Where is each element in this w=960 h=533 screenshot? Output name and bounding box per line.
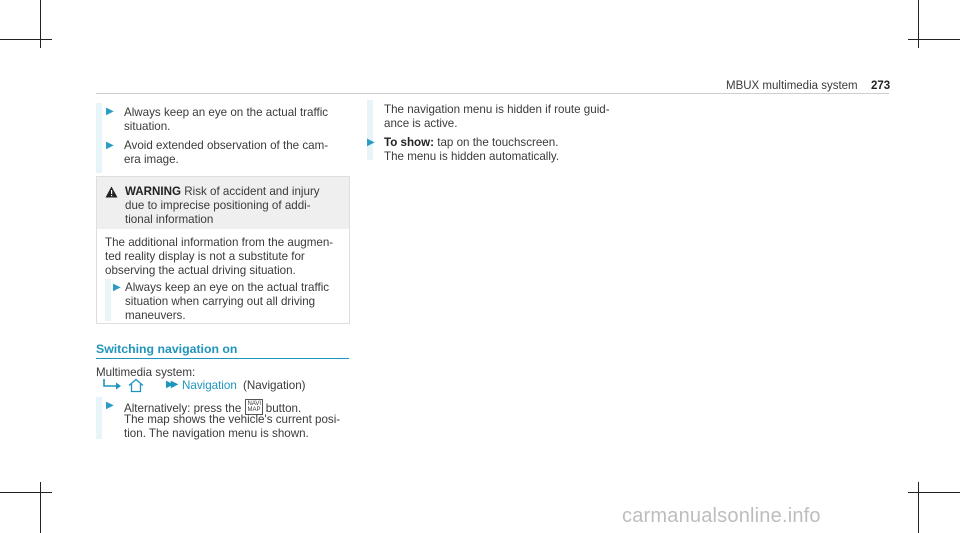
accent-bar — [96, 397, 102, 439]
home-icon — [128, 378, 144, 393]
chevron-double-icon: ▶▶ — [166, 379, 176, 390]
bullet-icon: ▶ — [106, 140, 114, 151]
path-arrow-icon — [102, 378, 122, 392]
warning-bullet-text: Always keep an eye on the actual traffic — [125, 281, 330, 294]
warning-panel — [96, 176, 350, 324]
crop-mark — [40, 0, 41, 48]
crop-mark — [918, 482, 919, 533]
crop-mark — [0, 492, 52, 493]
warning-body: ted reality display is not a substitute for — [105, 250, 305, 263]
crop-mark — [918, 0, 919, 48]
accent-bar — [367, 100, 373, 160]
crop-mark — [0, 39, 52, 40]
warning-title — [125, 185, 320, 199]
bullet-text: era image. — [124, 153, 179, 166]
warning-title-text: due to imprecise positioning of addi- — [125, 199, 311, 212]
bullet-icon: ▶ — [106, 400, 114, 411]
step-text: The menu is hidden automatically. — [384, 150, 560, 163]
warning-body: The additional information from the augmen- — [105, 236, 334, 249]
bullet-icon: ▶ — [367, 137, 375, 148]
bullet-icon: ▶ — [113, 282, 121, 293]
warning-label: WARNING — [125, 185, 182, 198]
step-text-body: tap on the touchscreen. — [437, 136, 559, 149]
step-text-post: button. — [265, 402, 302, 415]
note-text: The navigation menu is hidden if route guid- — [384, 103, 610, 116]
section-heading: Switching navigation on — [96, 342, 238, 356]
page-number: 273 — [871, 80, 891, 92]
warning-title-text: Risk of accident and injury — [184, 185, 320, 198]
accent-bar — [105, 279, 111, 321]
bullet-text: Avoid extended observation of the cam- — [124, 139, 329, 152]
step-text: The map shows the vehicle's current posi- — [124, 413, 341, 426]
bullet-text: situation. — [124, 120, 171, 133]
note-text: ance is active. — [384, 117, 458, 130]
header-rule — [96, 93, 889, 94]
warning-body: observing the actual driving situation. — [105, 264, 296, 277]
step-label: To show: — [384, 136, 435, 149]
warning-title-text: tional information — [125, 213, 214, 226]
path-suffix: (Navigation) — [243, 379, 306, 392]
warning-bullet-text: situation when carrying out all driving — [125, 295, 316, 308]
crop-mark — [908, 492, 960, 493]
accent-bar — [96, 103, 102, 173]
crop-mark — [40, 482, 41, 533]
warning-icon — [105, 186, 118, 198]
step-text: tion. The navigation menu is shown. — [124, 427, 309, 440]
step-text-pre: Alternatively: press the — [124, 402, 242, 415]
system-label: Multimedia system: — [96, 366, 196, 379]
warning-bullet-text: maneuvers. — [125, 309, 186, 322]
path-navigation-link[interactable]: Navigation — [182, 379, 237, 392]
section-rule — [96, 358, 349, 359]
bullet-text: Always keep an eye on the actual traffic — [124, 106, 329, 119]
crop-mark — [908, 39, 960, 40]
step-text — [384, 136, 558, 150]
navi-map-icon: NAVI MAP — [245, 399, 263, 415]
watermark: carmanualsonline.info — [622, 505, 821, 527]
header-title: MBUX multimedia system — [726, 80, 858, 92]
bullet-icon: ▶ — [106, 106, 114, 117]
